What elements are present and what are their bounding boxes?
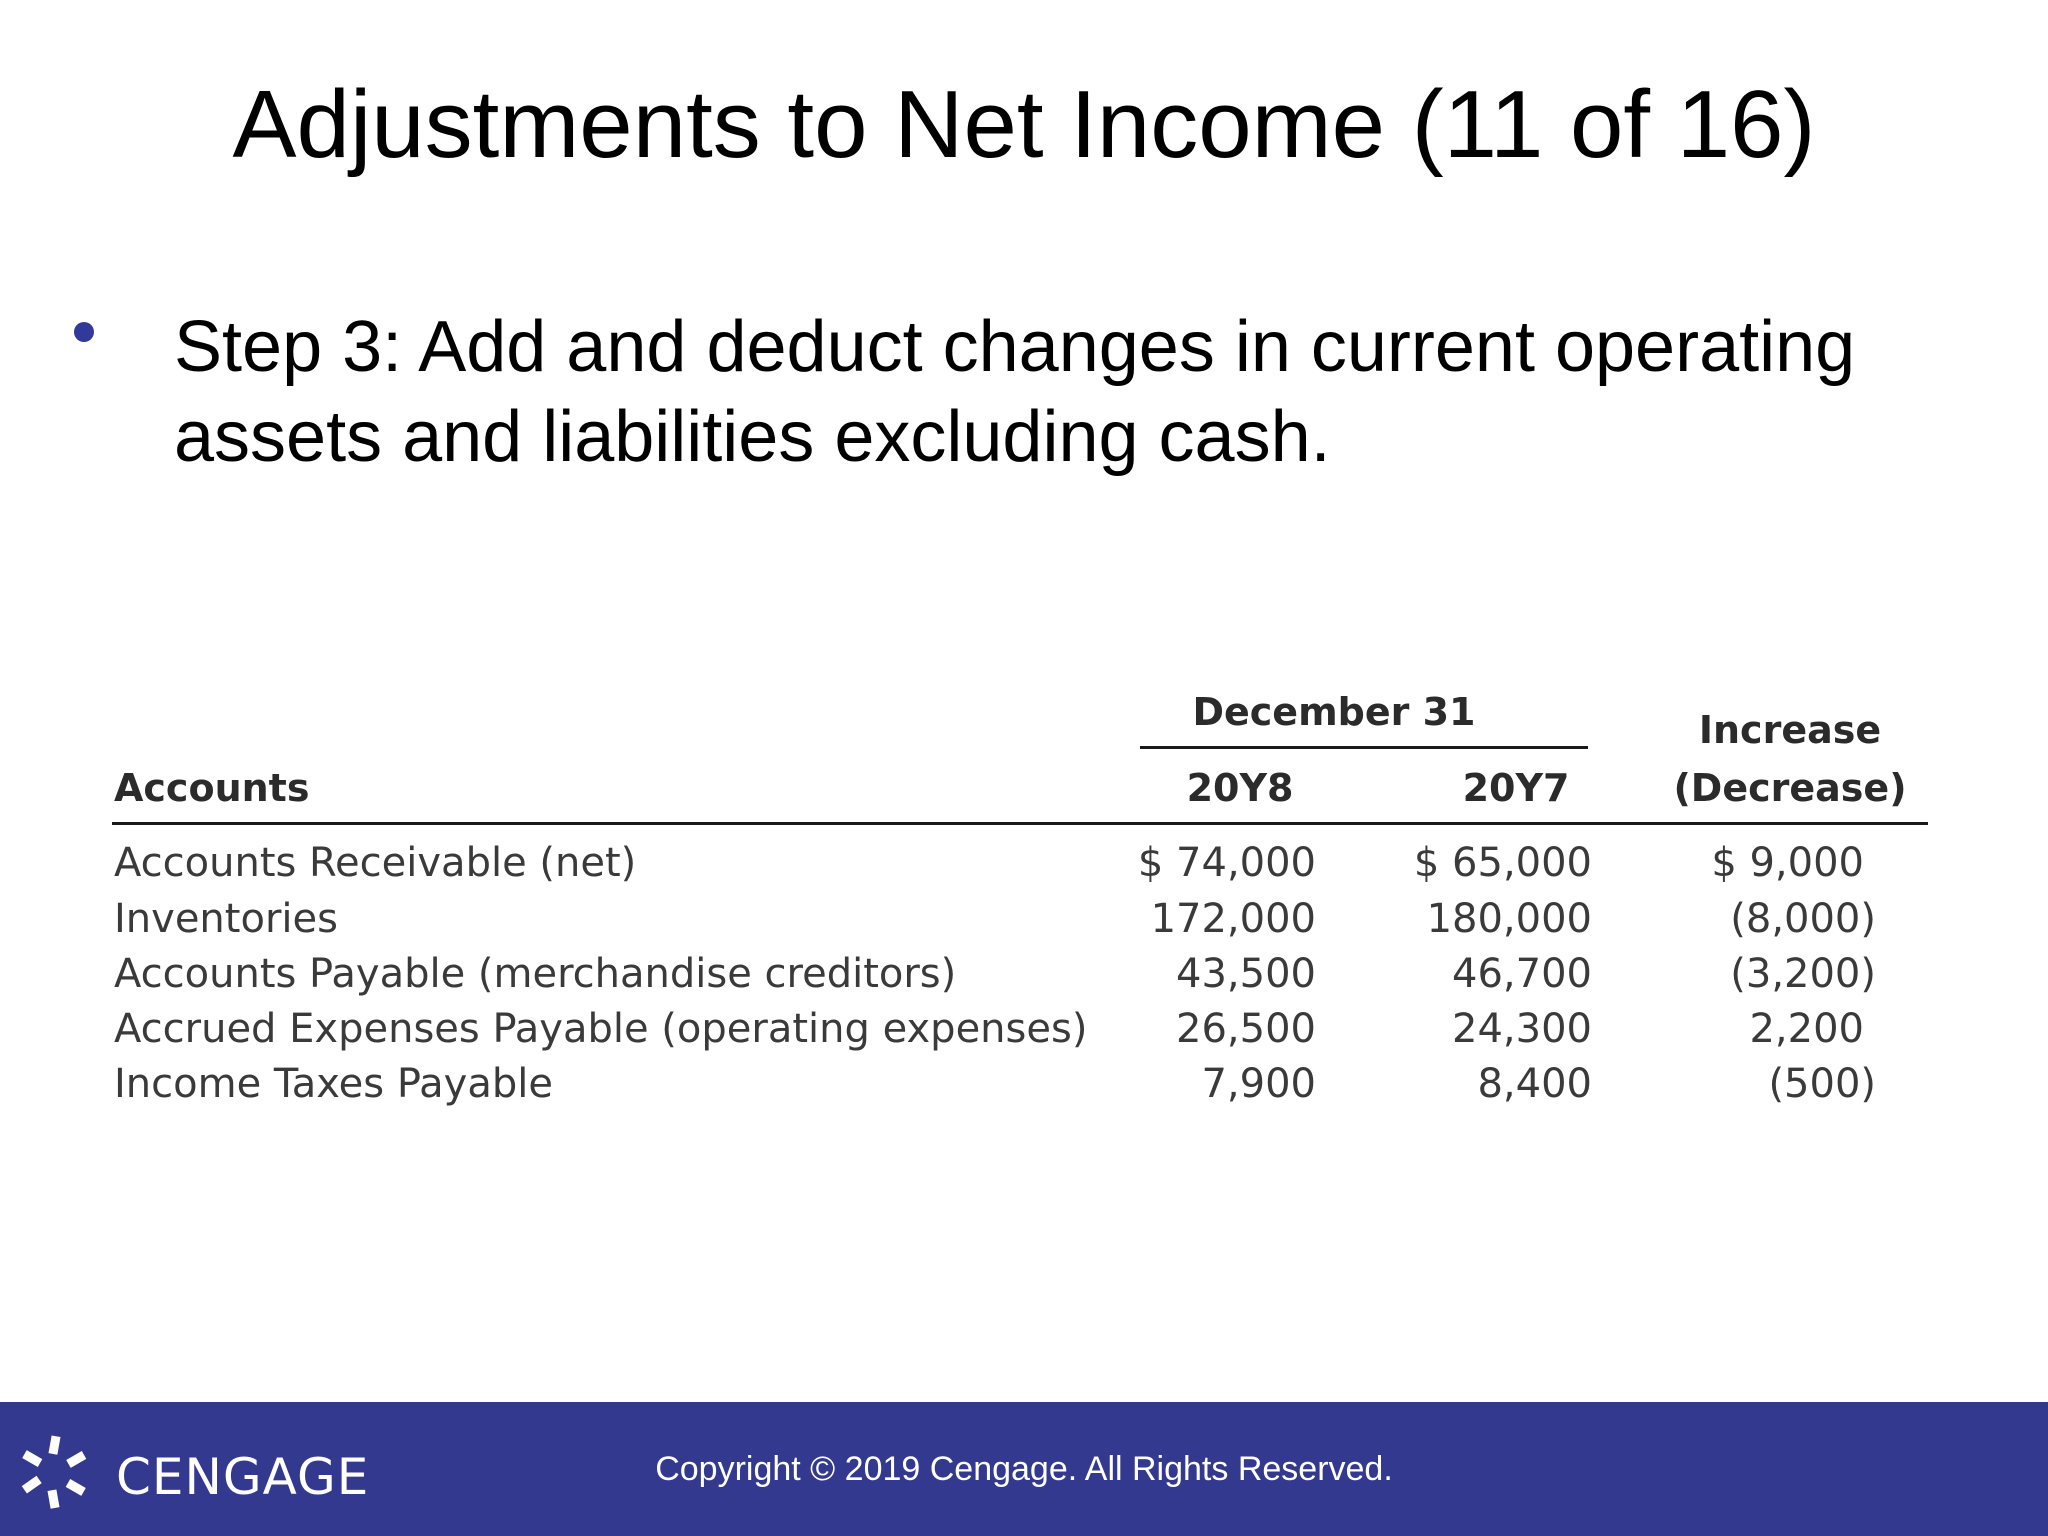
table-row-20y8: 7,900 bbox=[1201, 1061, 1316, 1107]
table-row-20y7: $ 65,000 bbox=[1413, 840, 1592, 886]
header-accounts: Accounts bbox=[114, 766, 310, 810]
slide-title: Adjustments to Net Income (11 of 16) bbox=[232, 71, 1816, 178]
header-group-underline bbox=[1140, 746, 1588, 749]
table-row-20y7: 24,300 bbox=[1452, 1006, 1592, 1052]
header-underline bbox=[112, 822, 1928, 825]
header-year-20y8: 20Y8 bbox=[1186, 766, 1294, 810]
table-row-20y7: 46,700 bbox=[1452, 951, 1592, 997]
table-row-20y8: $ 74,000 bbox=[1137, 840, 1316, 886]
table-row-20y8: 172,000 bbox=[1150, 896, 1316, 942]
header-year-20y7: 20Y7 bbox=[1462, 766, 1570, 810]
copyright-text: Copyright © 2019 Cengage. All Rights Reserved. bbox=[655, 1450, 1393, 1488]
bullet-text: Step 3: Add and deduct changes in current operating assets and liabilities excluding cash. bbox=[174, 307, 1856, 477]
header-decrease: (Decrease) bbox=[1673, 766, 1907, 810]
header-december-31: December 31 bbox=[1192, 690, 1476, 734]
bullet-icon bbox=[74, 322, 94, 342]
table-row-account: Accrued Expenses Payable (operating expenses) bbox=[114, 1006, 1088, 1052]
table-row-20y7: 180,000 bbox=[1426, 896, 1592, 942]
table-row-account: Inventories bbox=[114, 896, 338, 942]
table-row-account: Accounts Payable (merchandise creditors) bbox=[114, 951, 957, 997]
table-row-20y7: 8,400 bbox=[1477, 1061, 1592, 1107]
table-row-20y8: 43,500 bbox=[1176, 951, 1316, 997]
table-row-account: Income Taxes Payable bbox=[114, 1061, 553, 1107]
table-row-change: $ 9,000 bbox=[1711, 840, 1864, 886]
table-row-account: Accounts Receivable (net) bbox=[114, 840, 637, 886]
header-increase: Increase bbox=[1698, 708, 1882, 752]
table-row-20y8: 26,500 bbox=[1176, 1006, 1316, 1052]
cengage-wordmark: CENGAGE bbox=[116, 1448, 370, 1506]
accounts-table bbox=[112, 680, 1928, 1120]
table-row-change: (500) bbox=[1768, 1061, 1876, 1107]
footer-bar bbox=[0, 1402, 2048, 1536]
table-row-change: (8,000) bbox=[1730, 896, 1876, 942]
table-row-change: 2,200 bbox=[1749, 1006, 1864, 1052]
table-row-change: (3,200) bbox=[1730, 951, 1876, 997]
